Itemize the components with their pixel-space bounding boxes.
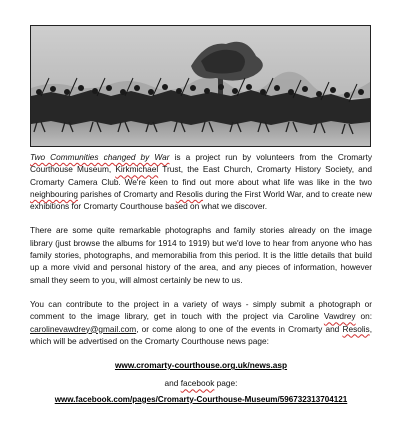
document-body [30,151,372,406]
spell-flag-resolis-2: Resolis [342,323,370,334]
project-title: Two Communities changed by War [30,152,170,162]
news-page-link[interactable]: www.cromarty-courthouse.org.uk/news.asp [114,360,288,371]
contribute-text-1: You can contribute to the project in a variety of ways - simply submit a photograph or comment to the image library, get in touch with the project via Caroline [30,298,372,322]
contribute-text-4: , which will be advertised on the Cromarty Courthouse news page: [30,323,372,346]
intro-text-4: during the First World War, and to create new exhibitions for Cromarty Courthouse based on what we discover. [30,188,373,212]
contribute-text-3: , or come along to one of the events in Cromarty and [136,323,343,334]
spell-flag-neighbouring: neighbouring [30,188,78,199]
page-text: page: [214,378,238,389]
links-section [30,359,372,406]
spell-flag-facebook: facebook [180,378,215,389]
intro-text-3: parishes of Cromarty and [77,188,176,199]
historical-soldiers-marching-photo-icon [31,26,370,146]
historical-photo [30,25,371,147]
spell-flag-resolis: Resolis [175,188,204,199]
intro-text-1: is a project run by volunteers from the Cromarty Courthouse Museum, [30,152,372,175]
spell-flag-kirkmichael: Kirkmichael [115,164,159,175]
intro-paragraph [30,151,372,212]
contribute-paragraph [30,298,372,347]
email-link[interactable]: carolinevawdrey@gmail.com [30,323,137,334]
spell-flag-vawdrey: Vawdrey [323,311,356,322]
facebook-page-link[interactable]: www.facebook.com/pages/Cromarty-Courthouse-Museum/596732313704121 [54,394,348,404]
contribute-text-2: on: [355,311,372,322]
intro-text-2: Trust, the East Church, Cromarty History Society, and Cromarty Camera Club. We're keen to find out more about what life was like in the two [30,164,372,187]
and-text: and [164,378,181,389]
archive-paragraph: There are some quite remarkable photographs and family stories already on the image library (just browse the albums for 1914 to 1919) but we'd love to hear from anyone who has family stories, photographs, and memorabilia from this period. It is the little details that build up a more vivid and personal history of the area, and any pieces of information, however small they seem to you, will almost certainly be new to us. [30,225,372,285]
